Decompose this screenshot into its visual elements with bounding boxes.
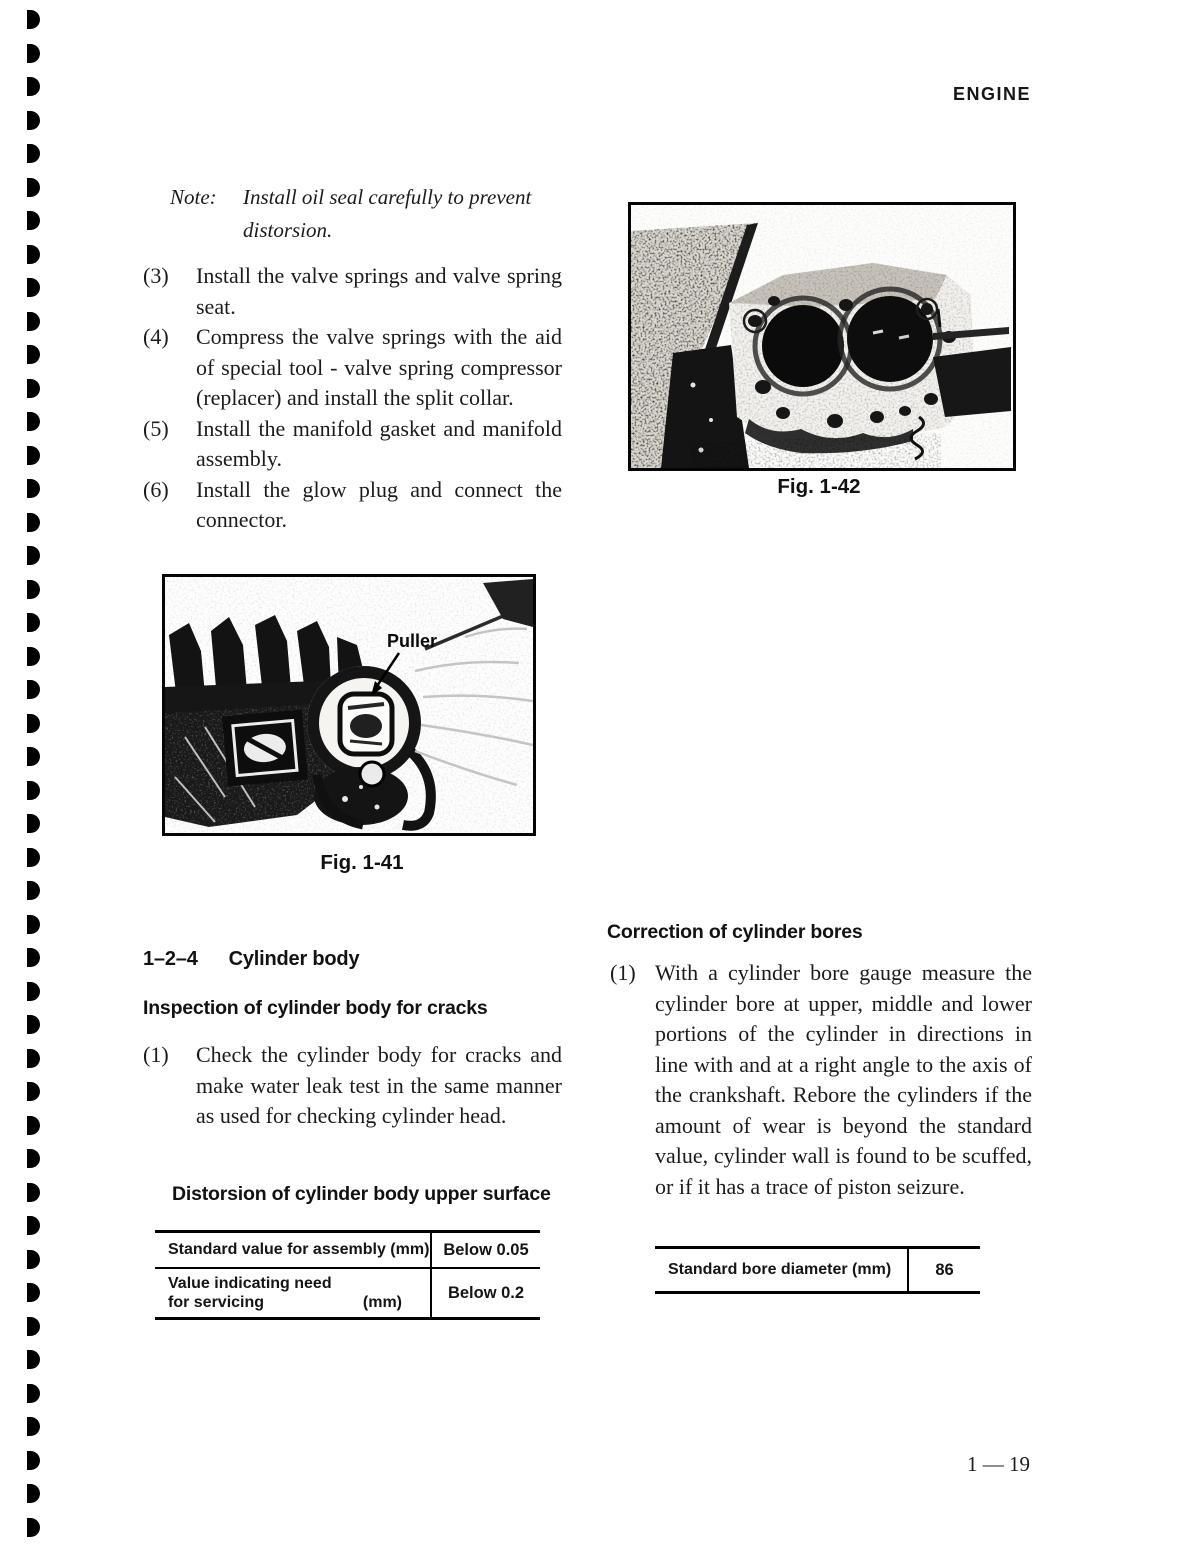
binding-hole xyxy=(27,412,40,431)
binding-hole xyxy=(27,10,40,29)
item-text: With a cylinder bore gauge measure the cylinder bore at upper, middle and lower portions of the cylinder in directions in line with and at a right angle to the axis of the crankshaft. Rebore the cylinders if the amount of wear is beyond the standard value, cylinder wall is found to be scuffed, or if it has a trace of piston seizure. xyxy=(655,960,1032,1199)
binding-hole xyxy=(27,814,40,833)
binding-hole xyxy=(27,44,40,63)
puller-callout-label: Puller xyxy=(387,631,438,651)
table-row xyxy=(655,1249,980,1291)
binding-hole xyxy=(27,1149,40,1168)
note-block xyxy=(170,181,545,247)
step-number: (3) xyxy=(143,263,169,288)
binding-hole xyxy=(27,77,40,96)
binding-hole xyxy=(27,1451,40,1470)
binding-hole xyxy=(27,1484,40,1503)
table-cell-value: Below 0.2 xyxy=(447,1283,525,1302)
table-cell-label xyxy=(155,1269,432,1317)
step-text: Compress the valve springs with the aid of special tool - valve spring compressor (replacer) and install the split collar. xyxy=(196,324,562,410)
binding-hole xyxy=(27,781,40,800)
cell-text: Standard bore diameter (mm) xyxy=(668,1261,892,1278)
engine-block-photo-drawing xyxy=(631,205,1013,468)
inspection-item xyxy=(143,1040,562,1132)
binding-hole xyxy=(27,747,40,766)
binding-hole xyxy=(27,1183,40,1202)
cell-unit: (mm) xyxy=(362,1294,402,1311)
binding-hole xyxy=(27,345,40,364)
binding-hole xyxy=(27,312,40,331)
binding-hole xyxy=(27,613,40,632)
table-cell-value: 86 xyxy=(935,1260,954,1279)
list-item xyxy=(143,475,562,536)
binding-hole xyxy=(27,1384,40,1403)
binding-hole xyxy=(27,881,40,900)
binding-hole xyxy=(27,1350,40,1369)
list-item xyxy=(143,414,562,475)
binding-hole xyxy=(27,111,40,130)
binding-hole xyxy=(27,1518,40,1537)
step-number: (4) xyxy=(143,324,169,349)
binding-hole xyxy=(27,144,40,163)
binding-hole xyxy=(27,1015,40,1034)
binding-hole xyxy=(27,848,40,867)
binding-hole xyxy=(27,915,40,934)
step-text: Install the manifold gasket and manifold assembly. xyxy=(196,415,562,471)
binding-hole xyxy=(27,580,40,599)
binding-hole xyxy=(27,647,40,666)
figure-caption: Fig. 1-42 xyxy=(777,475,861,498)
note-text: Install oil seal carefully to prevent distorsion. xyxy=(243,185,532,242)
binding-hole xyxy=(27,680,40,699)
inspection-subheading: Inspection of cylinder body for cracks xyxy=(143,997,488,1019)
note-label: Note: xyxy=(170,185,217,209)
binding-hole xyxy=(27,546,40,565)
distortion-table-title: Distorsion of cylinder body upper surface xyxy=(172,1183,551,1205)
binding-hole xyxy=(27,1116,40,1135)
binding-hole xyxy=(27,948,40,967)
binding-holes xyxy=(27,0,40,1537)
binding-hole xyxy=(27,1216,40,1235)
assembly-steps-list xyxy=(143,261,562,536)
figure-1-42-photo xyxy=(628,202,1016,471)
binding-hole xyxy=(27,1049,40,1068)
binding-hole xyxy=(27,278,40,297)
binding-hole xyxy=(27,1082,40,1101)
running-header: ENGINE xyxy=(953,84,1032,104)
figure-1-41-photo xyxy=(162,574,536,836)
table-cell-label xyxy=(155,1233,432,1267)
binding-hole xyxy=(27,1250,40,1269)
item-text: Check the cylinder body for cracks and make water leak test in the same manner as used for checking cylinder head. xyxy=(196,1042,562,1128)
step-number: (6) xyxy=(143,476,169,502)
binding-hole xyxy=(27,513,40,532)
binding-hole xyxy=(27,479,40,498)
item-number: (1) xyxy=(610,960,636,985)
section-title: Cylinder body xyxy=(228,948,360,970)
step-text: Install the glow plug and connect the connector. xyxy=(196,476,562,532)
page-number: 1 — 19 xyxy=(967,1452,1030,1476)
section-heading xyxy=(143,948,359,971)
figure-caption: Fig. 1-41 xyxy=(320,851,404,874)
binding-hole xyxy=(27,379,40,398)
binding-hole xyxy=(27,714,40,733)
binding-hole xyxy=(27,245,40,264)
list-item xyxy=(143,322,562,414)
correction-item xyxy=(610,958,1032,1202)
binding-hole xyxy=(27,211,40,230)
binding-hole xyxy=(27,1283,40,1302)
section-number: 1–2–4 xyxy=(143,948,198,970)
correction-heading: Correction of cylinder bores xyxy=(607,921,863,943)
item-number: (1) xyxy=(143,1042,169,1067)
bore-diameter-table xyxy=(655,1246,980,1294)
cell-text: Standard value for assembly (mm) xyxy=(168,1241,430,1258)
binding-hole xyxy=(27,982,40,1001)
binding-hole xyxy=(27,1317,40,1336)
binding-hole xyxy=(27,1417,40,1436)
binding-hole xyxy=(27,178,40,197)
puller-photo-drawing xyxy=(165,577,533,833)
step-text: Install the valve springs and valve spring seat. xyxy=(196,263,562,319)
list-item xyxy=(143,261,562,322)
distortion-table xyxy=(155,1230,540,1320)
step-number: (5) xyxy=(143,415,169,441)
binding-hole xyxy=(27,446,40,465)
table-cell-value: Below 0.05 xyxy=(443,1240,529,1259)
table-row xyxy=(155,1233,540,1267)
table-row xyxy=(155,1267,540,1317)
cell-text: Value indicating need for servicing xyxy=(168,1275,332,1311)
table-cell-label xyxy=(655,1249,909,1291)
